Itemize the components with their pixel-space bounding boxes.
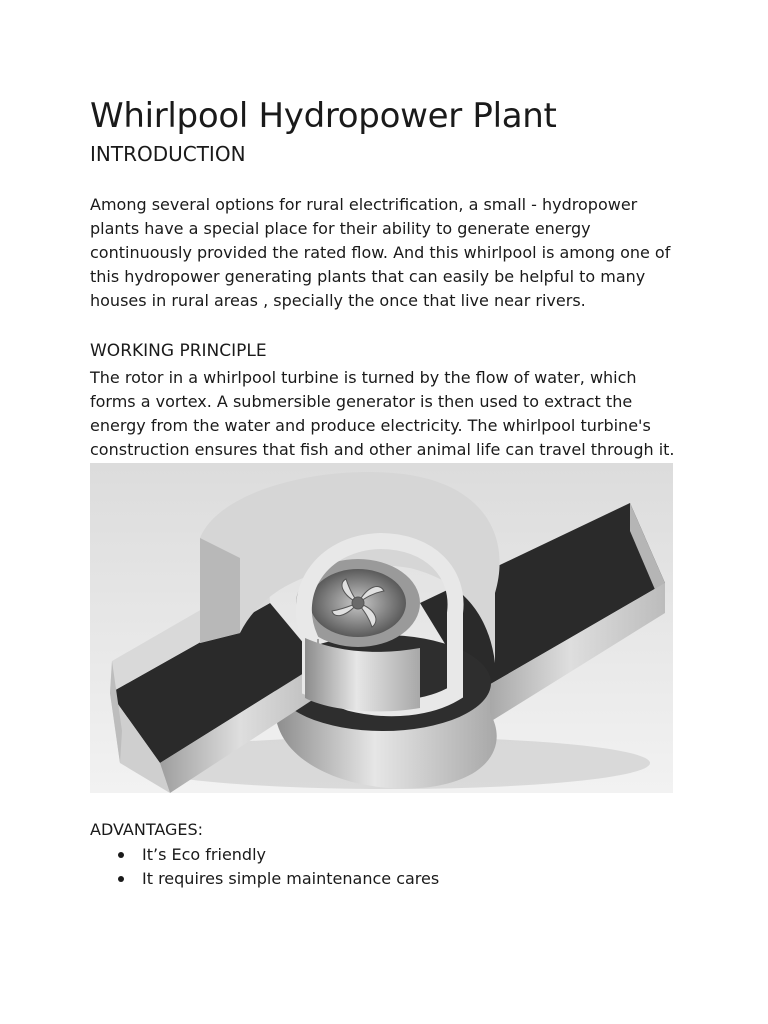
list-item — [118, 843, 439, 867]
whirlpool-turbine-render — [90, 463, 673, 793]
list-item — [118, 867, 439, 891]
working-principle-paragraph: The rotor in a whirlpool turbine is turned by the flow of water, which forms a vortex. A submersible generator is then used to extract the energy from the water and produce electricity. The whirlpool turbine's construction ensures that fish and other animal life can travel through it. — [90, 368, 675, 459]
bullet-icon — [118, 852, 124, 858]
working-principle-heading: WORKING PRINCIPLE — [90, 341, 267, 361]
whirlpool-turbine-illustration — [90, 463, 673, 793]
advantages-heading: ADVANTAGES: — [90, 820, 204, 839]
introduction-heading: INTRODUCTION — [90, 142, 246, 166]
advantages-list — [118, 843, 439, 891]
advantage-text: It’s Eco friendly — [142, 845, 266, 864]
bullet-icon — [118, 876, 124, 882]
document-title: Whirlpool Hydropower Plant — [90, 96, 557, 136]
introduction-paragraph: Among several options for rural electrification, a small - hydropower plants have a special place for their ability to generate energy continuously provided the rated flow. And this whirlpool is among one of this hydropower generating plants that can easily be helpful to many houses in rural areas , specially the once that live near rivers. — [90, 195, 671, 310]
advantage-text: It requires simple maintenance cares — [142, 869, 440, 888]
